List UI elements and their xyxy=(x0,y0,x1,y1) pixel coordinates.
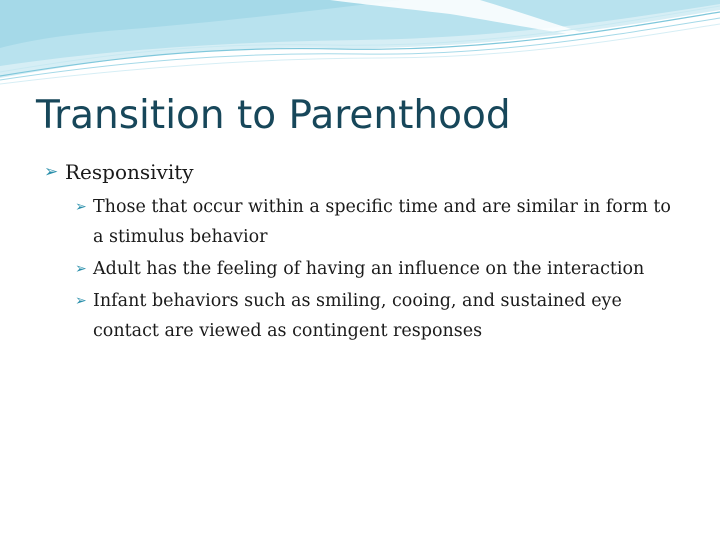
arrow-bullet-icon: ➢ xyxy=(75,199,87,215)
bullet-list xyxy=(44,156,684,348)
arrow-bullet-icon: ➢ xyxy=(44,162,59,182)
bullet-item xyxy=(44,156,684,188)
sub-bullet-text: Those that occur within a specific time and are similar in form to a stimulus behavior xyxy=(93,197,671,247)
arrow-bullet-icon: ➢ xyxy=(75,293,87,309)
slide-title: Transition to Parenthood xyxy=(36,93,511,138)
bullet-text: Responsivity xyxy=(65,160,194,184)
sub-bullet-item xyxy=(75,286,684,346)
sub-bullet-text: Adult has the feeling of having an influence on the interaction xyxy=(93,259,645,279)
sub-bullet-text: Infant behaviors such as smiling, cooing, and sustained eye contact are viewed as contingent responses xyxy=(93,291,622,341)
sub-bullet-item xyxy=(75,192,684,252)
header-wave-decoration xyxy=(0,0,720,90)
sub-bullet-item xyxy=(75,254,684,284)
sub-bullet-list xyxy=(75,192,684,346)
arrow-bullet-icon: ➢ xyxy=(75,261,87,277)
